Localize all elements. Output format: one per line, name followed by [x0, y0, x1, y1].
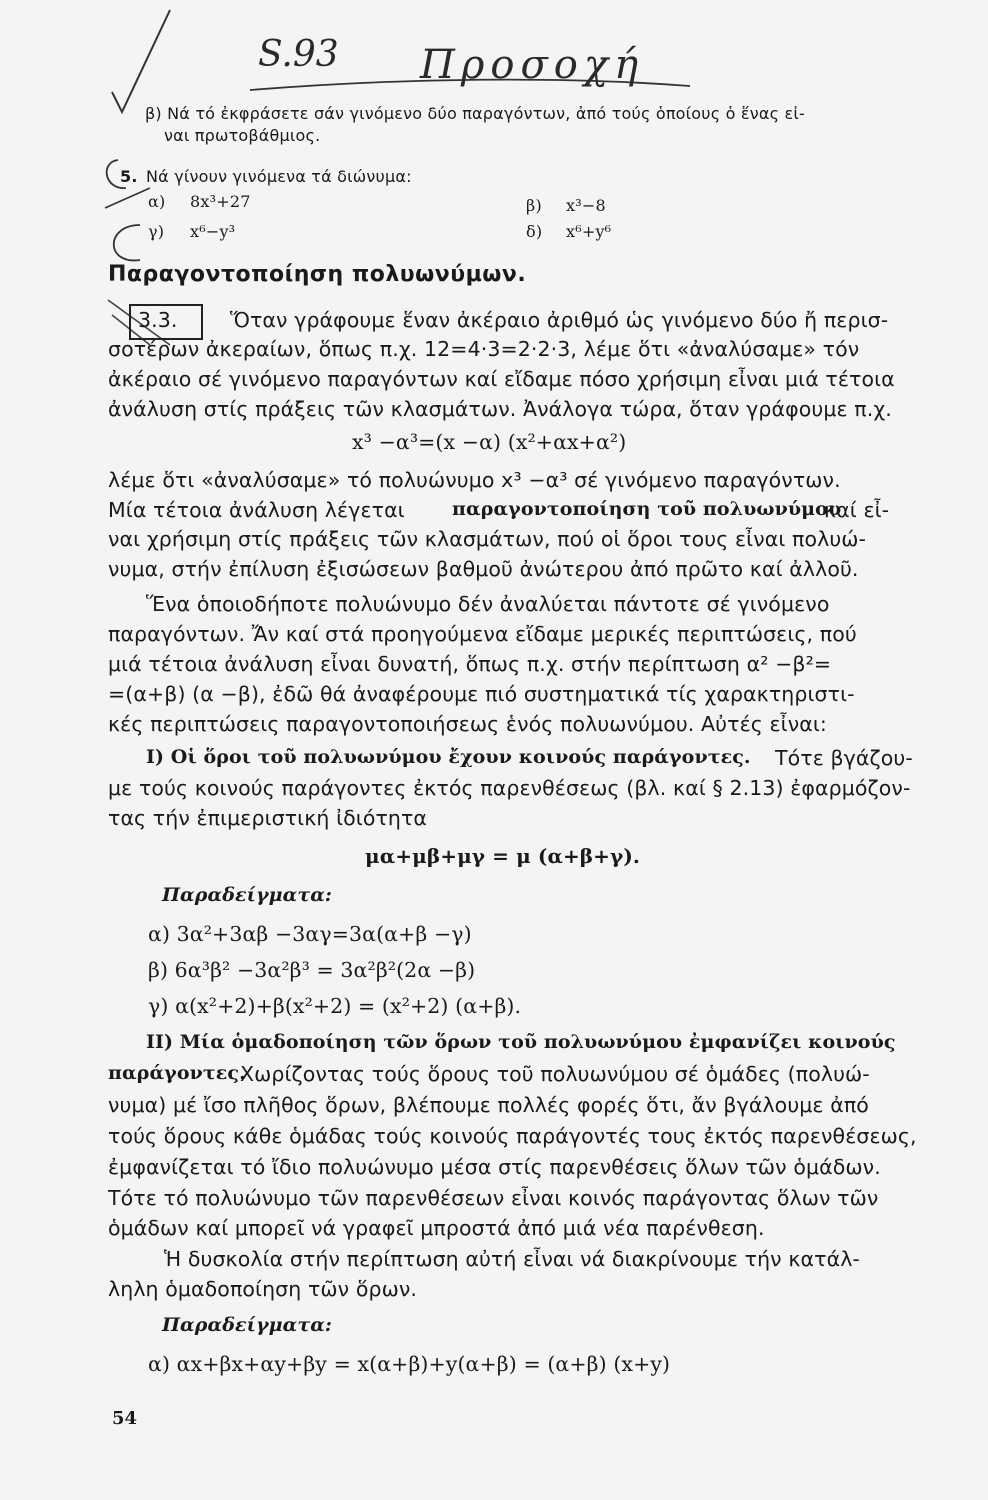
case2-line4: τούς ὅρους κάθε ὁμάδας τούς κοινούς παράγοντές τους ἐκτός παρενθέσεως, — [108, 1124, 917, 1148]
exercise-item-c-expr: x⁶−y³ — [190, 222, 236, 241]
case2-line6: Τότε τό πολυώνυμο τῶν παρενθέσεων εἶναι κοινός παράγοντας ὅλων τῶν — [108, 1186, 879, 1210]
exercise-item-b-label: β) — [526, 196, 542, 215]
case2-line9: ληλη ὁμαδοποίηση τῶν ὅρων. — [108, 1277, 418, 1301]
exercise-item-b-expr: x³−8 — [566, 196, 606, 215]
exercise-b-line2: ναι πρωτοβάθμιος. — [164, 126, 321, 145]
case2-line5: ἐμφανίζεται τό ἴδιο πολυώνυμο μέσα στίς παρενθέσεις ὅλων τῶν ὁμάδων. — [108, 1155, 881, 1179]
handwritten-note-right: Προσοχή — [420, 42, 645, 88]
para1-line1: Ὅταν γράφουμε ἕναν ἀκέραιο ἀριθμό ὡς γινόμενο δύο ἤ περισ- — [230, 308, 889, 332]
exercise-item-d-label: δ) — [526, 222, 543, 241]
exercise-5-text: Νά γίνουν γινόμενα τά διώνυμα: — [146, 167, 412, 186]
para1-line7: ναι χρήσιμη στίς πράξεις τῶν κλασμάτων, πού οἱ ὅροι τους εἶναι πολυώ- — [108, 527, 867, 551]
case2-line7: ὁμάδων καί μπορεῖ νά γραφεῖ μπροστά ἀπό μιά νέα παρένθεση. — [108, 1216, 765, 1240]
examples1-title: Παραδείγματα: — [162, 884, 333, 906]
case1-heading-rest: Τότε βγάζου- — [775, 746, 913, 770]
para2-line4: =(α+β) (α −β), ἐδῶ θά ἀναφέρουμε πιό συστηματικά τίς χαρακτηριστι- — [108, 682, 855, 706]
para2-line2: παραγόντων. Ἄν καί στά προηγούμενα εἴδαμε μερικές περιπτώσεις, πού — [108, 622, 857, 646]
case2-heading-line1: II) Μία ὁμαδοποίηση τῶν ὅρων τοῦ πολυωνύμου ἐμφανίζει κοινούς — [146, 1031, 896, 1053]
case1-line3: τας τήν ἐπιμεριστική ἰδιότητα — [108, 806, 428, 830]
handwritten-note-left: S.93 — [258, 34, 339, 75]
example1-a: α) 3α²+3αβ −3αγ=3α(α+β −γ) — [148, 922, 472, 946]
section-title: Παραγοντοποίηση πολυωνύμων. — [108, 262, 527, 287]
para1-line6a: Μία τέτοια ἀνάλυση λέγεται — [108, 498, 405, 522]
page-number: 54 — [112, 1408, 138, 1429]
example1-b: β) 6α³β² −3α²β³ = 3α²β²(2α −β) — [148, 958, 476, 982]
para1-term-factorization: παραγοντοποίηση τοῦ πολυωνύμου — [452, 498, 842, 520]
exercise-b-line1: β) Νά τό ἐκφράσετε σάν γινόμενο δύο παραγόντων, ἀπό τούς ὁποίους ὁ ἕνας εἰ- — [145, 104, 805, 123]
slash-mark — [105, 188, 150, 208]
para2-line5: κές περιπτώσεις παραγοντοποιήσεως ἑνός πολυωνύμου. Αὐτές εἶναι: — [108, 712, 827, 736]
para1-line5: λέμε ὅτι «ἀναλύσαμε» τό πολυώνυμο x³ −α³ σέ γινόμενο παραγόντων. — [108, 468, 841, 492]
case2-line8: Ἡ δυσκολία στήν περίπτωση αὐτή εἶναι νά διακρίνουμε τήν κατάλ- — [164, 1247, 860, 1271]
formula-cube-difference: x³ −α³=(x −α) (x²+αx+α²) — [352, 430, 627, 454]
para1-line4: ἀνάλυση στίς πράξεις τῶν κλασμάτων. Ἀνάλογα τώρα, ὅταν γράφουμε π.χ. — [108, 397, 892, 421]
exercise-item-a-expr: 8x³+27 — [190, 192, 251, 211]
exercise-item-a-label: α) — [148, 192, 166, 211]
para1-line2: σοτέρων ἀκεραίων, ὅπως π.χ. 12=4·3=2·2·3, λέμε ὅτι «ἀναλύσαμε» τόν — [108, 337, 860, 361]
exercise-5-number: 5. — [120, 167, 138, 186]
checkmark-stroke — [112, 10, 170, 112]
case1-line2: με τούς κοινούς παράγοντες ἐκτός παρενθέσεως (βλ. καί § 2.13) ἐφαρμόζον- — [108, 776, 911, 800]
case2-heading-line2: παράγοντες. — [108, 1062, 246, 1084]
para1-line6c: καί εἶ- — [824, 498, 890, 522]
exercise-item-c-label: γ) — [148, 222, 165, 241]
case2-line2: Χωρίζοντας τούς ὅρους τοῦ πολυωνύμου σέ ὁμάδες (πολυώ- — [240, 1062, 870, 1086]
para2-line1: Ἕνα ὁποιοδήποτε πολυώνυμο δέν ἀναλύεται πάντοτε σέ γινόμενο — [146, 592, 830, 616]
circle-gamma — [114, 225, 140, 260]
case1-heading: I) Οἱ ὅροι τοῦ πολυωνύμου ἔχουν κοινούς παράγοντες. — [146, 746, 751, 768]
section-number: 3.3. — [138, 308, 178, 332]
para2-line3: μιά τέτοια ἀνάλυση εἶναι δυνατή, ὅπως π.χ. στήν περίπτωση α² −β²= — [108, 652, 832, 676]
example2-a: α) αx+βx+αy+βy = x(α+β)+y(α+β) = (α+β) (x+y) — [148, 1352, 671, 1376]
case2-line3: νυμα) μέ ἴσο πλῆθος ὅρων, βλέπουμε πολλές φορές ὅτι, ἄν βγάλουμε ἀπό — [108, 1093, 869, 1117]
para1-line3: ἀκέραιο σέ γινόμενο παραγόντων καί εἴδαμε πόσο χρήσιμη εἶναι μιά τέτοια — [108, 367, 895, 391]
examples2-title: Παραδείγματα: — [162, 1314, 333, 1336]
formula-distributive: μα+μβ+μγ = μ (α+β+γ). — [365, 844, 640, 868]
para1-line8: νυμα, στήν ἐπίλυση ἐξισώσεων βαθμοῦ ἀνώτερου ἀπό πρῶτο καί ἀλλοῦ. — [108, 557, 859, 581]
example1-c: γ) α(x²+2)+β(x²+2) = (x²+2) (α+β). — [148, 994, 522, 1018]
exercise-item-d-expr: x⁶+y⁶ — [566, 222, 612, 241]
